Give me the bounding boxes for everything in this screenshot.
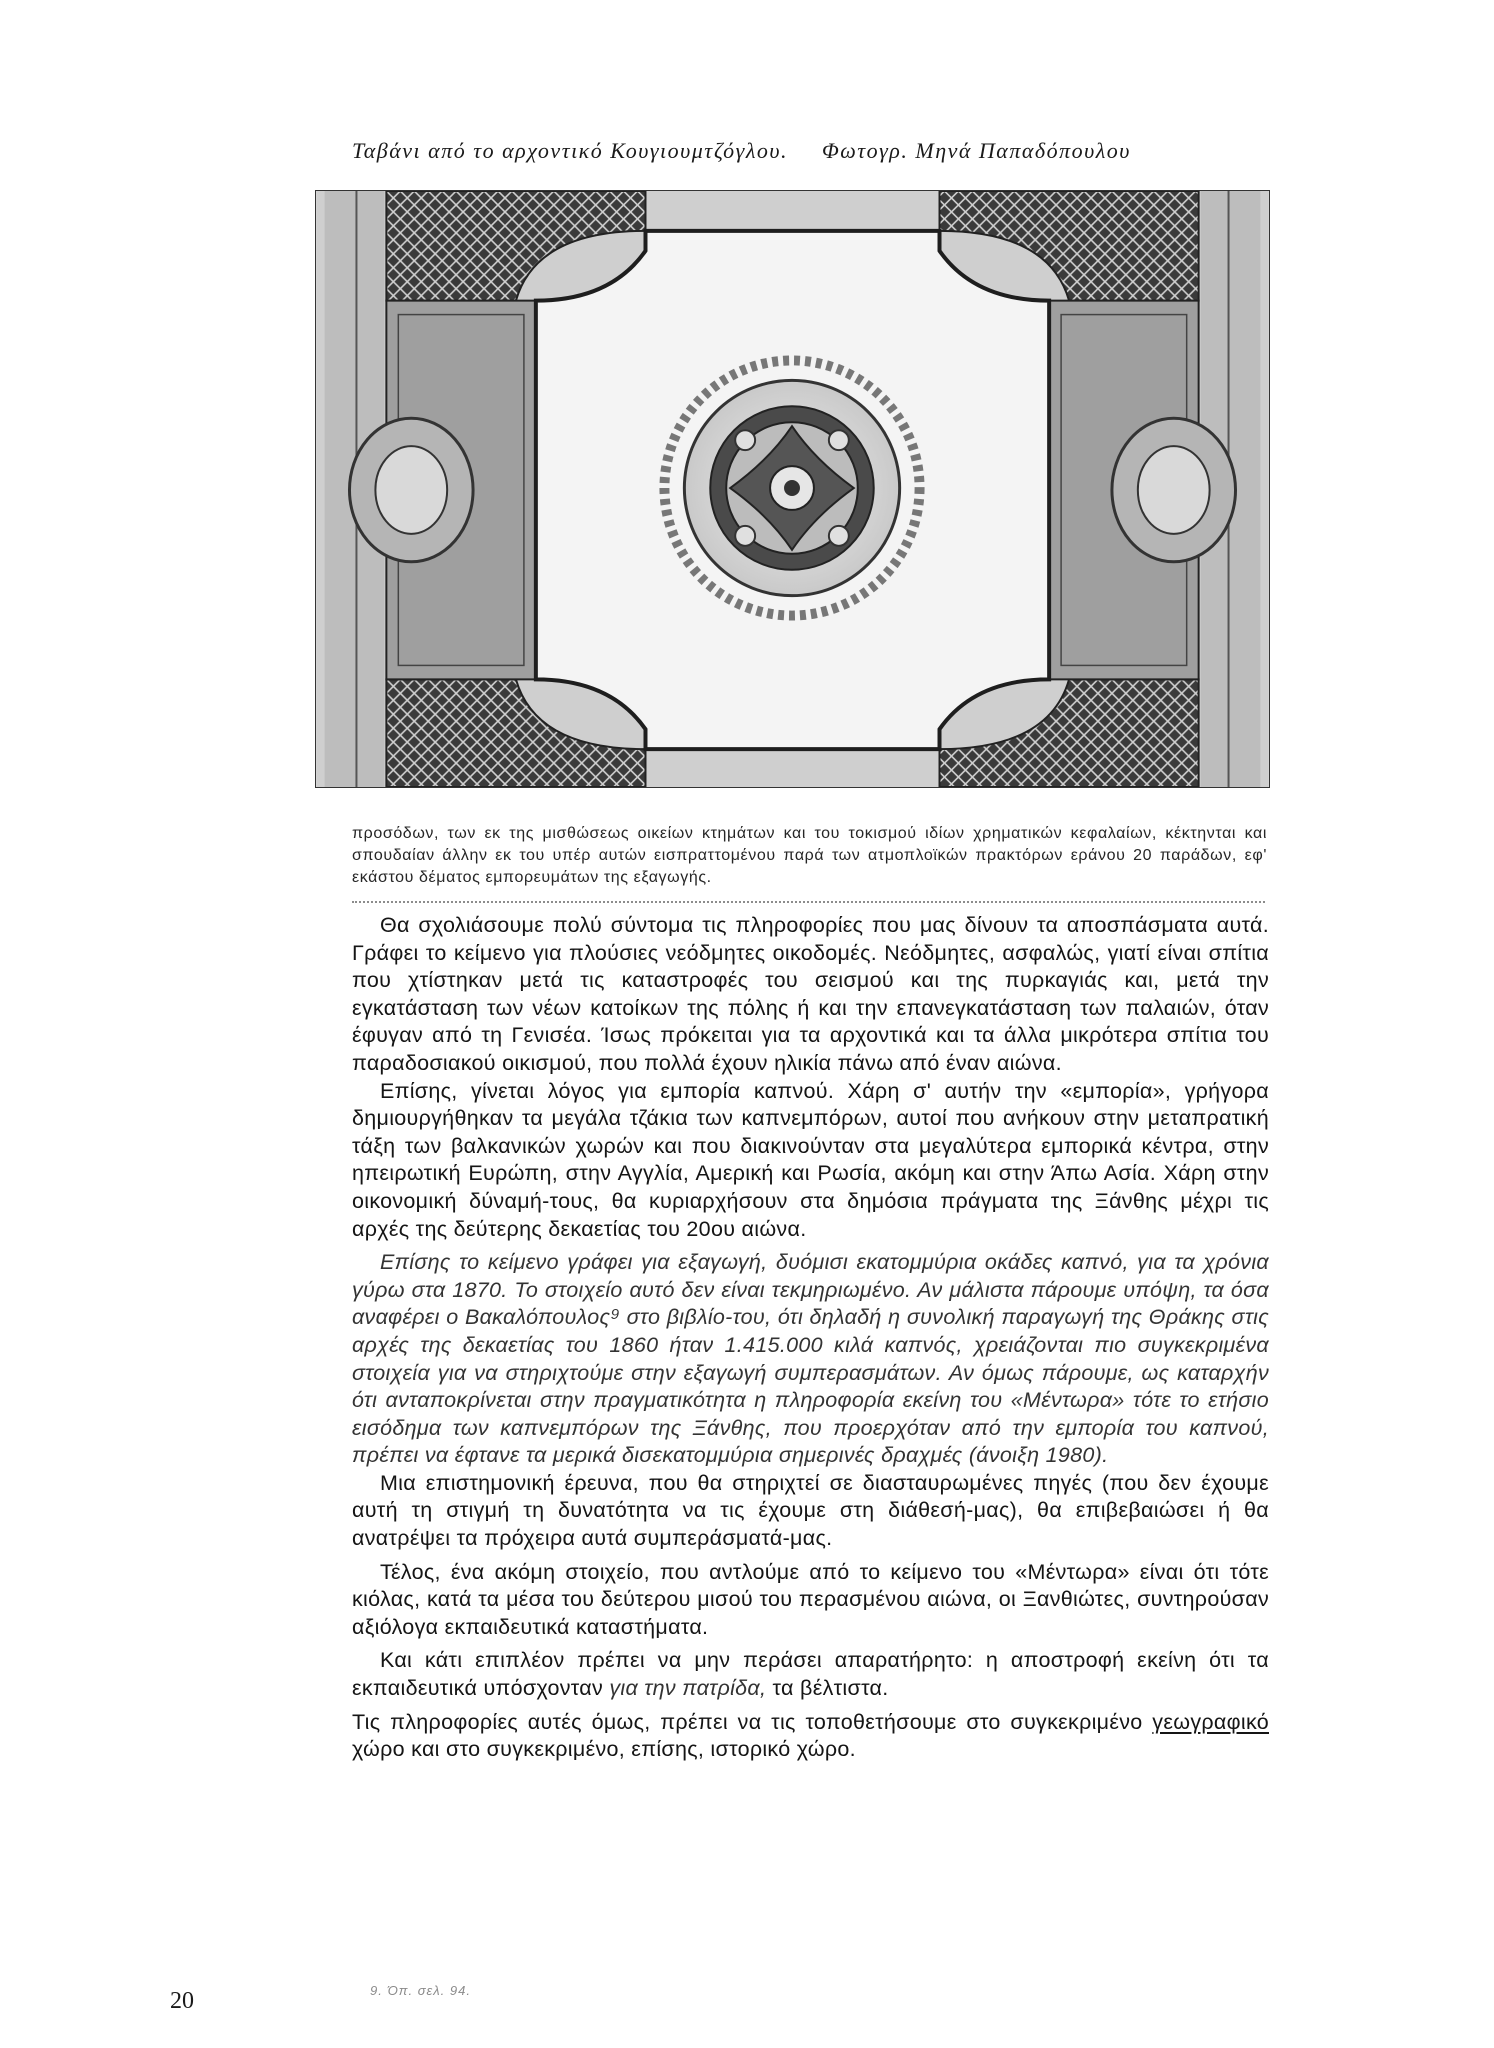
quoted-excerpt bbox=[352, 823, 1267, 889]
caption-credit: Φωτογρ. Μηνά Παπαδόπουλου bbox=[821, 138, 1131, 163]
ceiling-ornament-image bbox=[316, 191, 1269, 787]
ceiling-photograph bbox=[315, 190, 1270, 788]
quoted-excerpt-text: προσόδων, των εκ της μισθώσεως οικείων κτημάτων και του τοκισμού ιδίων χρηματικών κεφαλαίων, κέκτηνται και σπουδαίαν άλλην εκ του υπέρ αυτών εισπραττομένου παρά των ατμοπλοϊκών πρακτόρων εράνου 20 παράδων, εφ' εκάστου δέματος εμπορευμάτων της εξαγωγής. bbox=[352, 825, 1267, 886]
paragraph-homeland bbox=[352, 1647, 1269, 1702]
paragraph-new-buildings: Θα σχολιάσουμε πολύ σύντομα τις πληροφορίες που μας δίνουν τα αποσπάσματα αυτά. Γράφει το κείμενο για πλούσιες νεόδμητες οικοδομές. Νεόδμητες, ασφαλώς, γιατί είναι σπίτια που χτίστηκαν μετά τις καταστροφές του σεισμού και της πυρκαγιάς και, μετά την εγκατάσταση των νέων κατοίκων της πόλης ή και την επανεγκατάσταση των παλαιών, όταν έφυγαν από τη Γενισέα. Ίσως πρόκειται για τα αρχοντικά και τα άλλα μικρότερα σπίτια του παραδοσιακού οικισμού, που πολλά έχουν ηλικία πάνω από έναν αιώνα. bbox=[352, 913, 1269, 1075]
paragraph-homeland-italic: για την πατρίδα, bbox=[609, 1676, 767, 1701]
footnote: 9. Όπ. σελ. 94. bbox=[370, 1983, 471, 1998]
article-body bbox=[352, 912, 1269, 1764]
photo-caption bbox=[352, 138, 1202, 164]
paragraph-tobacco-export: Επίσης το κείμενο γράφει για εξαγωγή, δυόμισι εκατομμύρια οκάδες καπνό, για τα χρόνια γύρω στα 1870. Το στοιχείο αυτό δεν είναι τεκμηριωμένο. Αν μάλιστα πάρουμε υπόψη, τα όσα αναφέρει ο Βακαλόπουλος⁹ στο βιβλίο-του, ότι δηλαδή η συνολική παραγωγή της Θράκης στις αρχές της δεκαετίας του 1860 ήταν 1.415.000 κιλά καπνός, χρειάζονται πιο συγκεκριμένα στοιχεία για να στηριχτούμε στην εξαγωγή συμπερασμάτων. Αν όμως πάρουμε, ως καταρχήν ότι ανταποκρίνεται στην πραγματικότητα η πληροφορία εκείνη του «Μέντωρα» τότε το ετήσιο εισόδημα των καπνεμπόρων της Ξάνθης, που προερχόταν από την εμπορία του καπνού, πρέπει να έφτανε τα μερικά δισεκατομμύρια σημερινές δραχμές (άνοιξη 1980). bbox=[352, 1250, 1269, 1468]
paragraph-education: Τέλος, ένα ακόμη στοιχείο, που αντλούμε από το κείμενο του «Μέντωρα» είναι ότι τότε κιόλας, κατά τα μέσα του δεύτερου μισού του περασμένου αιώνα, οι Ξανθιώτες, συντηρούσαν αξιόλογα εκπαιδευτικά καταστήματα. bbox=[352, 1559, 1269, 1639]
page-number: 20 bbox=[170, 1988, 194, 2014]
paragraph-homeland-start: Και κάτι επιπλέον πρέπει να μην περάσει απαρατήρητο: η αποστροφή εκείνη ότι τα εκπαιδευτικά υπόσχονταν bbox=[352, 1648, 1269, 1701]
caption-title: Ταβάνι από το αρχοντικό Κουγιουμτζόγλου. bbox=[352, 138, 788, 163]
paragraph-context bbox=[352, 1709, 1269, 1764]
paragraph-context-end: χώρο και στο συγκεκριμένο, επίσης, ιστορικό χώρο. bbox=[352, 1737, 856, 1762]
paragraph-research: Μια επιστημονική έρευνα, που θα στηριχτεί σε διασταυρωμένες πηγές (που δεν έχουμε αυτή τη στιγμή τη δυνατότητα να τις έχουμε στη διάθεσή-μας), θα επιβεβαιώσει ή θα ανατρέψει τα πρόχειρα αυτά συμπεράσματά-μας. bbox=[352, 1470, 1269, 1551]
paragraph-context-underlined: γεωγραφικό bbox=[1152, 1709, 1269, 1734]
paragraph-homeland-end: τα βέλτιστα. bbox=[766, 1676, 889, 1701]
paragraph-context-start: Τις πληροφορίες αυτές όμως, πρέπει να τις τοποθετήσουμε στο συγκεκριμένο bbox=[352, 1709, 1153, 1734]
paragraph-tobacco-trade: Επίσης, γίνεται λόγος για εμπορία καπνού. Χάρη σ' αυτήν την «εμπορία», γρήγορα δημιουργήθηκαν τα μεγάλα τζάκια των καπνεμπόρων, αυτοί που ανήκουν στην μεταπρατική τάξη των βαλκανικών χωρών και που διακινούνταν στα μεγαλύτερα εμπορικά κέντρα, στην ηπειρωτική Ευρώπη, στην Αγγλία, Αμερική και Ρωσία, ακόμη και στην Άπω Ασία. Χάρη στην οικονομική δύναμή-τους, θα κυριαρχήσουν στα δημόσια πράγματα της Ξάνθης μέχρι τις αρχές της δεύτερης δεκαετίας του 20ου αιώνα. bbox=[352, 1078, 1269, 1241]
dotted-divider bbox=[352, 901, 1265, 903]
